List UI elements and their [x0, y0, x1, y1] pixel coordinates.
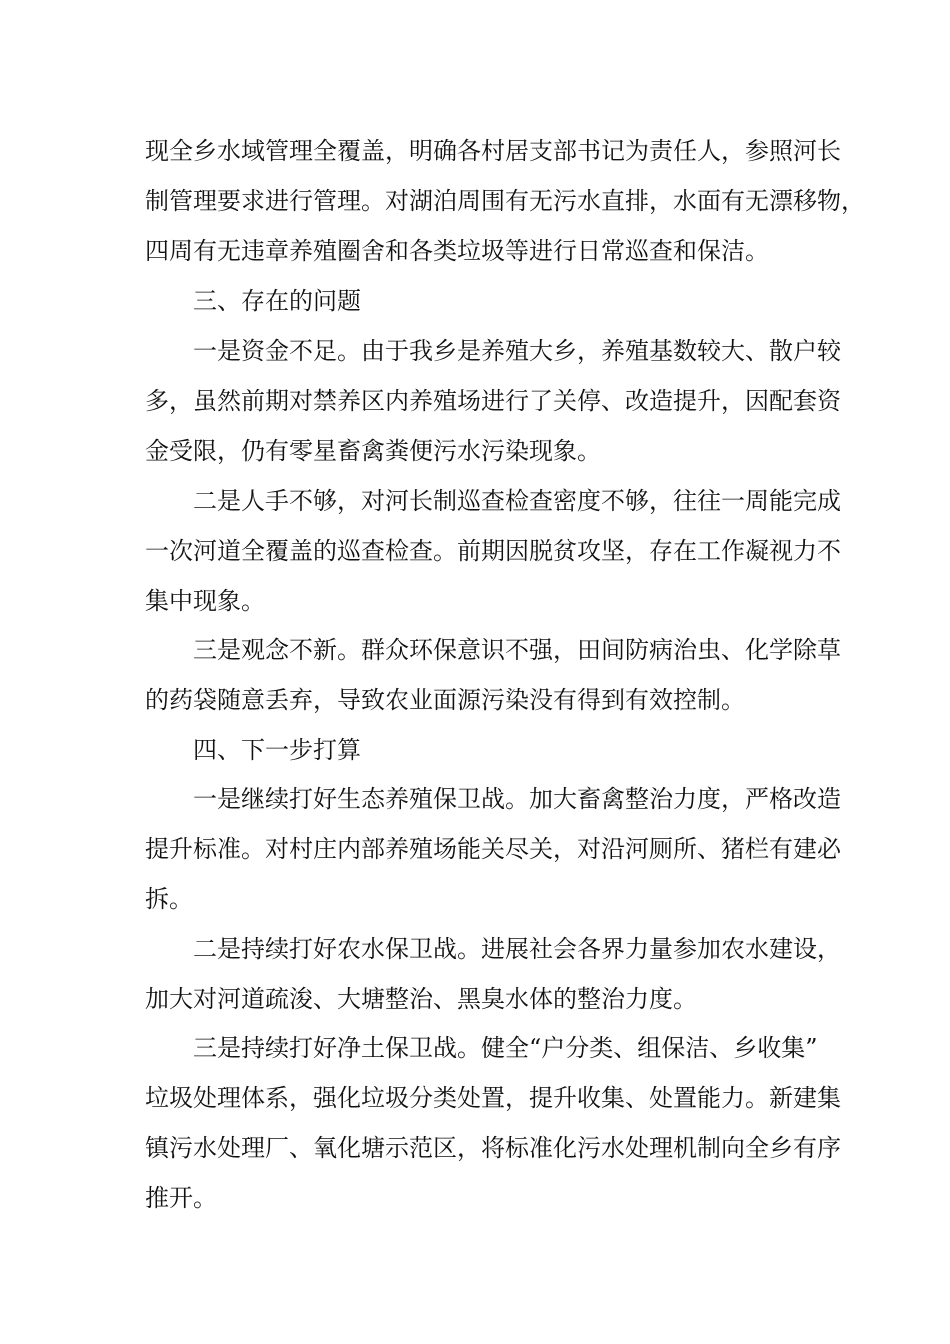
section-heading-problems: 三、存在的问题	[193, 287, 361, 315]
text-line: 的药袋随意丢弃，导致农业面源污染没有得到有效控制。	[145, 686, 745, 714]
text-line: 推开。	[145, 1184, 217, 1212]
text-line: 金受限，仍有零星畜禽粪便污水污染现象。	[145, 437, 601, 465]
text-line: 加大对河道疏浚、大塘整治、黑臭水体的整治力度。	[145, 985, 697, 1013]
text-line: 集中现象。	[145, 587, 265, 615]
paragraph-first-line: 一是资金不足。由于我乡是养殖大乡，养殖基数较大、散户较	[193, 337, 841, 365]
paragraph-first-line: 二是人手不够，对河长制巡查检查密度不够，往往一周能完成	[193, 487, 841, 515]
text-line: 镇污水处理厂、氧化塘示范区，将标准化污水处理机制向全乡有序	[145, 1134, 841, 1162]
paragraph-first-line: 三是观念不新。群众环保意识不强，田间防病治虫、化学除草	[193, 636, 841, 664]
text-line: 一次河道全覆盖的巡查检查。前期因脱贫攻坚，存在工作凝视力不	[145, 537, 841, 565]
text-line: 四周有无违章养殖圈舍和各类垃圾等进行日常巡查和保洁。	[145, 237, 769, 265]
paragraph-first-line: 三是持续打好净土保卫战。健全“户分类、组保洁、乡收集”	[193, 1034, 818, 1062]
paragraph-first-line: 一是继续打好生态养殖保卫战。加大畜禽整治力度，严格改造	[193, 785, 841, 813]
text-line: 制管理要求进行管理。对湖泊周围有无污水直排，水面有无漂移物，	[145, 187, 865, 215]
text-line: 多，虽然前期对禁养区内养殖场进行了关停、改造提升，因配套资	[145, 387, 841, 415]
text-line: 现全乡水域管理全覆盖，明确各村居支部书记为责任人，参照河长	[145, 137, 841, 165]
section-heading-next-steps: 四、下一步打算	[193, 736, 361, 764]
text-line: 拆。	[145, 885, 193, 913]
paragraph-first-line: 二是持续打好农水保卫战。进展社会各界力量参加农水建设，	[193, 935, 841, 963]
text-line: 提升标准。对村庄内部养殖场能关尽关，对沿河厕所、猪栏有建必	[145, 835, 841, 863]
text-line: 垃圾处理体系，强化垃圾分类处置，提升收集、处置能力。新建集	[145, 1084, 841, 1112]
